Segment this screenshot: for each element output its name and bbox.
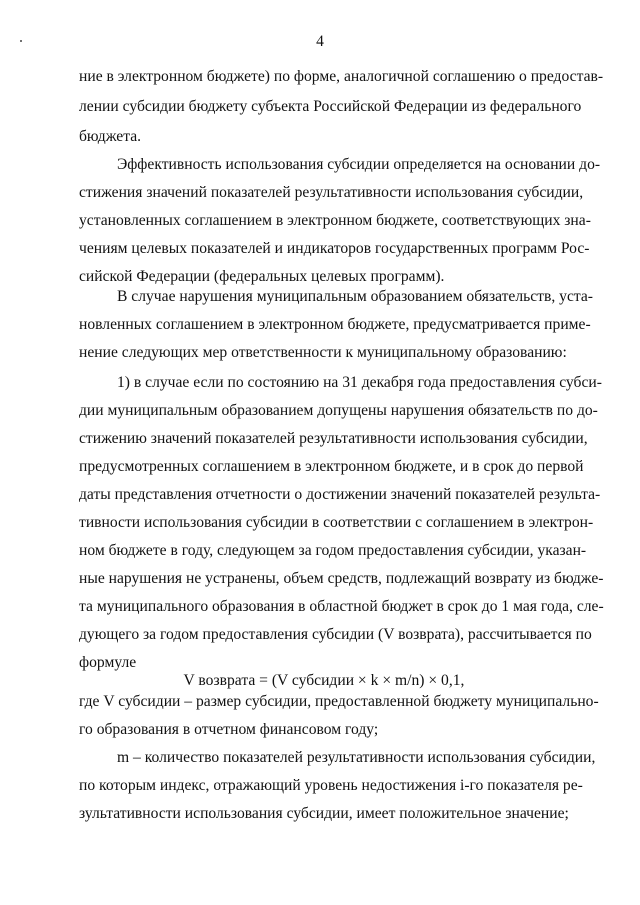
text-line: сийской Федерации (федеральных целевых программ). [79,268,445,285]
text-line: тивности использования субсидии в соответствии с соглашением в электрон- [79,514,594,531]
text-line: ном бюджете в году, следующем за годом предоставления субсидии, указан- [79,542,587,559]
text-line: m – количество показателей результативности использования субсидии, [117,749,596,766]
text-line: даты представления отчетности о достижении значений показателей результа- [79,486,601,503]
text-line: бюджета. [79,128,142,145]
text-line: Эффективность использования субсидии определяется на основании до- [117,156,601,173]
text-line: дии муниципальным образованием допущены нарушения обязательств по до- [79,402,598,419]
text-line: ние в электронном бюджете) по форме, аналогичной соглашению о предостав- [79,68,604,85]
text-line: нение следующих мер ответственности к муниципальному образованию: [79,344,567,361]
text-line: та муниципального образования в областной бюджет в срок до 1 мая года, сле- [79,598,604,615]
text-line: 1) в случае если по состоянию на 31 декабря года предоставления субси- [117,374,602,391]
formula-v-vozvrata: V возврата = (V субсидии × k × m/n) × 0,1, [183,672,465,689]
text-line: лении субсидии бюджету субъекта Российской Федерации из федерального [79,98,582,115]
text-line: по которым индекс, отражающий уровень недостижения i-го показателя ре- [79,777,583,794]
page-number: 4 [316,33,324,50]
text-line: формуле [79,654,137,671]
text-line: В случае нарушения муниципальным образованием обязательств, уста- [117,288,593,305]
text-line: го образования в отчетном финансовом году; [79,721,379,738]
text-line: ные нарушения не устранены, объем средств, подлежащий возврату из бюдже- [79,570,604,587]
text-line: зультативности использования субсидии, имеет положительное значение; [79,805,569,822]
text-line: предусмотренных соглашением в электронном бюджете, и в срок до первой [79,458,584,475]
text-line: чениям целевых показателей и индикаторов государственных программ Рос- [79,240,590,257]
text-line: стижению значений показателей результативности использования субсидии, [79,430,588,447]
text-line: установленных соглашением в электронном бюджете, соответствующих зна- [79,212,591,229]
text-line: где V субсидии – размер субсидии, предоставленной бюджету муниципально- [79,693,599,710]
text-line: дующего за годом предоставления субсидии (V возврата), рассчитывается по [79,626,592,643]
text-line: новленных соглашением в электронном бюджете, предусматривается приме- [79,316,591,333]
text-line: стижения значений показателей результативности использования субсидии, [79,184,584,201]
